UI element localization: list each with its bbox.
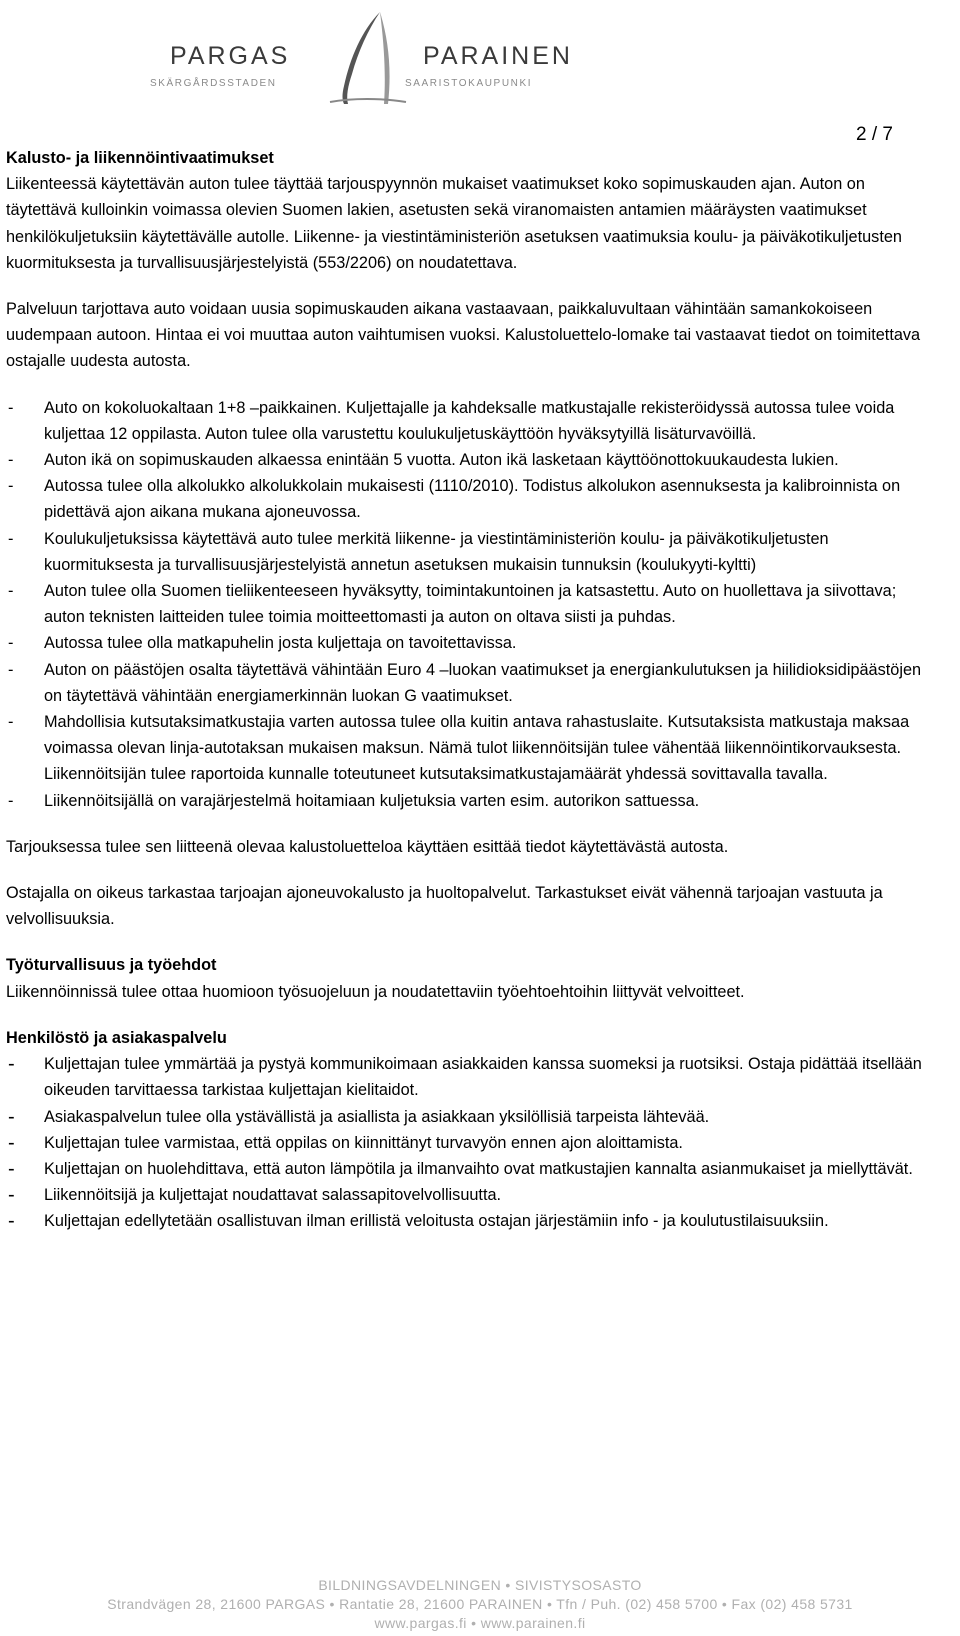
list-item: - Kuljettajan edellytetään osallistuvan ilman erillistä veloitusta ostajan järjestämiin info - ja koulutustilaisuuksiin. [8, 1210, 829, 1233]
letterhead [0, 0, 960, 110]
section-heading-tyoturvallisuus: Työturvallisuus ja työehdot [6, 956, 217, 975]
letterhead-footer [0, 1576, 960, 1633]
requirement-list [6, 395, 934, 814]
list-item: - Asiakaspalvelun tulee olla ystävällistä ja asiallista ja asiakkaan yksilöllisiä tarpeista lähtevää. [8, 1105, 710, 1128]
brand-tagline-swedish: SKÄRGÅRDSSTADEN [150, 78, 277, 89]
list-item: - Kuljettajan tulee ymmärtää ja pystyä kommunikoimaan asiakkaiden kanssa suomeksi ja ruotsiksi. Ostaja pidättää itsellään oikeuden tarvittaessa tarkistaa kuljettajan kielitaidot. [8, 1053, 922, 1100]
paragraph: Liikennöinnissä tulee ottaa huomioon työsuojeluun ja noudatettaviin työehtoehtoihin liittyvät velvoitteet. [6, 982, 745, 1001]
brand-parainen: PARAINEN [423, 42, 573, 70]
brand-tagline-finnish: SAARISTOKAUPUNKI [405, 78, 533, 89]
section-heading-henkilosto: Henkilöstö ja asiakaspalvelu [6, 1028, 227, 1047]
staff-list [6, 1051, 934, 1234]
list-item: - Mahdollisia kutsutaksimatkustajia varten autossa tulee olla kuitin antava rahastuslaite. Kutsutaksista matkustaja maksaa voimassa olevan linja-autotaksan mukaisen maksun. Nämä tulot liikennöitsijän tulee vähentää liikennöintikorvauksesta. Liikennöitsijän tulee raportoida kunnalle toteutuneet kutsutaksimatkustajamäärät yhdessä sovittavalla tavalla. [8, 713, 910, 784]
footer-department: BILDNINGSAVDELNINGEN • SIVISTYSOSASTO [318, 1577, 642, 1593]
brand-pargas: PARGAS [170, 42, 291, 70]
document-body [6, 145, 934, 1235]
paragraph: Tarjouksessa tulee sen liitteenä olevaa kalustoluetteloa käyttäen esittää tiedot käytettävästä autosta. [6, 837, 729, 856]
page-number: 2 / 7 [856, 124, 893, 145]
footer-address: Strandvägen 28, 21600 PARGAS • Rantatie 28, 21600 PARAINEN • Tfn / Puh. (02) 458 5700 • Fax (02) 458 5731 [107, 1596, 853, 1612]
section-heading-kalusto: Kalusto- ja liikennöintivaatimukset [6, 149, 274, 167]
list-item: - Liikennöitsijällä on varajärjestelmä hoitamiaan kuljetuksia varten esim. autorikon sattuessa. [8, 791, 700, 810]
list-item: - Auton tulee olla Suomen tieliikenteeseen hyväksytty, toimintakuntoinen ja katsastettu. Auto on huollettava ja siivottava; auton teknisten laitteiden tulee toimia moitteettomasti ja auton on oltava siisti ja puhdas. [8, 582, 897, 627]
list-item: - Autossa tulee olla alkolukko alkolukkolain mukaisesti (1110/2010). Todistus alkolukon asennuksesta ja kalibroinnista on pidettävä ajon aikana mukana ajoneuvossa. [8, 477, 901, 522]
list-item: - Auton ikä on sopimuskauden alkaessa enintään 5 vuotta. Auton ikä lasketaan käyttöönottokuukaudesta lukien. [8, 451, 839, 470]
list-item: - Liikennöitsijä ja kuljettajat noudattavat salassapitovelvollisuutta. [8, 1184, 502, 1207]
list-item: - Auto on kokoluokaltaan 1+8 –paikkainen. Kuljettajalle ja kahdeksalle matkustajalle rekisteröidyssä autossa tulee voida kuljettaa 12 oppilasta. Auton tulee olla varustettu koulukuljetuskäyttöön hyväksytyillä lisäturvavöillä. [8, 398, 895, 443]
list-item: - Koulukuljetuksissa käytettävä auto tulee merkitä liikenne- ja viestintäministeriön koulu- ja päiväkotikuljetusten kuormituksesta ja turvallisuusjärjestelyistä annetun asetuksen mukaisin tunnuksin (koulukyyti-kyltti) [8, 529, 829, 574]
paragraph: Palveluun tarjottava auto voidaan uusia sopimuskauden aikana vastaavaan, paikkaluvultaan vähintään samankokoiseen uudempaan autoon. Hintaa ei voi muuttaa auton vaihtumisen vuoksi. Kalustoluettelo-lomake tai vastaavat tiedot on toimitettava ostajalle uudesta autosta. [6, 300, 921, 371]
paragraph: Liikenteessä käytettävän auton tulee täyttää tarjouspyynnön mukaiset vaatimukset koko sopimuskauden ajan. Auton on täytettävä kulloinkin voimassa olevien Suomen lakien, asetusten sekä viranomaisten antamien määräysten vaatimukset henkilökuljetuksiin käytettävälle autolle. Liikenne- ja viestintäministeriön asetuksen vaatimuksia koulu- ja päiväkotikuljetusten kuormituksesta ja turvallisuusjärjestelyistä (553/2206) on noudatettava. [6, 175, 902, 272]
list-item: - Auton on päästöjen osalta täytettävä vähintään Euro 4 –luokan vaatimukset ja energiankulutuksen ja hiilidioksidipäästöjen on täytettävä vähintään energiamerkinnän luokan G vaatimukset. [8, 660, 922, 705]
list-item: - Autossa tulee olla matkapuhelin josta kuljettaja on tavoitettavissa. [8, 634, 517, 653]
sail-logo-icon [322, 8, 412, 108]
list-item: - Kuljettajan tulee varmistaa, että oppilas on kiinnittänyt turvavyön ennen ajon aloittamista. [8, 1131, 683, 1154]
footer-websites: www.pargas.fi • www.parainen.fi [374, 1615, 586, 1631]
list-item: - Kuljettajan on huolehdittava, että auton lämpötila ja ilmanvaihto ovat matkustajien kannalta asianmukaiset ja miellyttävät. [8, 1157, 913, 1180]
paragraph: Ostajalla on oikeus tarkastaa tarjoajan ajoneuvokalusto ja huoltopalvelut. Tarkastukset eivät vähennä tarjoajan vastuuta ja velvollisuuksia. [6, 884, 883, 929]
